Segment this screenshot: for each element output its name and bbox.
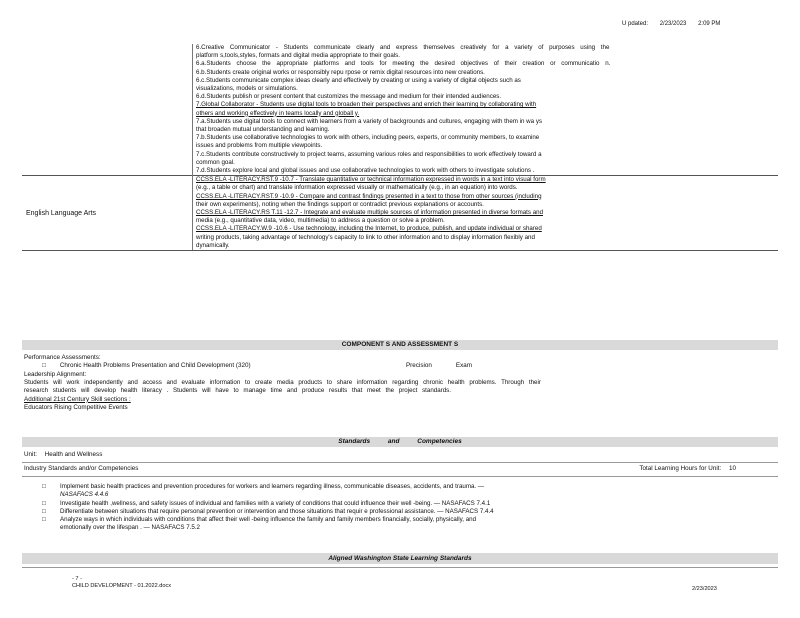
competency-text xyxy=(60,516,774,533)
divider xyxy=(22,462,778,463)
updated-label: U pdated: xyxy=(622,21,649,27)
competency-line: Analyze ways in which individuals with conditions that affect their well -being influence the family and family members financially, socially, physically, and xyxy=(60,516,477,524)
checkbox-icon: □ xyxy=(42,507,46,515)
total-hours-value: 10 xyxy=(728,465,736,472)
standards-competencies-bar xyxy=(22,437,778,447)
iste-line: common goal. xyxy=(196,158,235,166)
iste-line: others and working effectively in teams locally and globall y. xyxy=(196,109,360,117)
ccss-standards xyxy=(193,176,779,251)
competency-text xyxy=(60,483,774,500)
list-item xyxy=(24,483,774,500)
updated-stamp xyxy=(622,21,730,27)
leadership-line: Students will work independently and access and evaluate information to create media products to share information regarding chronic health problems. Through their xyxy=(24,379,541,387)
list-item xyxy=(24,516,774,533)
footer xyxy=(72,576,712,590)
divider xyxy=(22,567,778,568)
list-item xyxy=(24,508,774,516)
iste-standards xyxy=(193,44,779,176)
iste-line: platform s,tools,styles, formats and digital media appropriate to their goals. xyxy=(196,52,400,60)
aligned-standards-bar: Aligned Washington State Learning Standards xyxy=(22,553,778,564)
iste-line: 6.c.Students communicate complex ideas clearly and effectively by creating or using a variety of digital objects such as xyxy=(196,76,521,84)
performance-item xyxy=(24,362,472,370)
subject-cell-empty xyxy=(22,44,193,176)
ccss-line: CCSS.ELA -LITERACY.W.9 -10.6 - Use technology, including the Internet, to produce, publish, and update individual or shared xyxy=(196,225,542,233)
leadership-line: research students will develop health literacy . Students will have to manage time and produce results that meet the project standards. xyxy=(24,387,451,395)
ccss-line: dynamically. xyxy=(196,241,230,249)
ccss-line: writing products, taking advantage of technology's capacity to link to other information and to display information flexibly and xyxy=(196,233,535,241)
standards-table xyxy=(22,44,778,251)
educators-rising: Educators Rising Competitive Events xyxy=(24,404,128,412)
footer-date: 2/23/2023 xyxy=(692,586,717,592)
iste-line: visualizations, models or simulations. xyxy=(196,85,298,93)
industry-row xyxy=(24,465,776,473)
iste-line: 7.c.Students contribute constructively to project teams, assuming various roles and responsibilities to work effectively toward a xyxy=(196,150,542,158)
iste-line: 6.a.Students choose the appropriate platforms and tools for meeting the desired objectives of their creation or communicatio n. xyxy=(196,60,611,68)
ccss-line: CCSS.ELA -LITERACY.RST.9 -10.7 - Translate quantitative or technical information expressed in words in a text into visual form xyxy=(196,176,546,184)
bar-word: and xyxy=(387,438,400,445)
iste-line: 7.d.Students explore local and global issues and use collaborative technologies to work with others to investigate solutions . xyxy=(196,167,535,175)
competency-list xyxy=(24,483,774,533)
leadership-label: Leadership Alignment: xyxy=(24,370,87,378)
additional-skills-label: Additional 21st Century Skill sections : xyxy=(24,395,131,403)
performance-item-text: Chronic Health Problems Presentation and Child Development (320) xyxy=(59,362,251,370)
ccss-row xyxy=(22,176,778,251)
ccss-line: (e.g., a table or chart) and translate information expressed visually or mathematically (e.g., in an equation) into words. xyxy=(196,184,518,192)
checkbox-icon: □ xyxy=(42,483,46,490)
competency-line: Implement basic health practices and prevention procedures for workers and learners regarding illness, communicable diseases, accidents, and trauma. — xyxy=(60,483,485,490)
unit-label: Unit: xyxy=(24,451,37,458)
performance-exam: Exam xyxy=(455,362,472,370)
industry-label: Industry Standards and/or Competencies xyxy=(24,465,139,472)
ccss-line: CCSS.ELA -LITERACY.RS T.11 -12.7 - Integrate and evaluate multiple sources of information presented in diverse formats and xyxy=(196,209,544,217)
unit-name: Health and Wellness xyxy=(44,451,103,458)
checkbox-icon: □ xyxy=(42,362,46,370)
page-number: - 7 - xyxy=(72,576,82,582)
performance-section xyxy=(24,354,776,412)
ccss-line: their own experiments), noting when the findings support or contradict previous explanations or accounts. xyxy=(196,200,484,208)
bar-word: Standards xyxy=(338,438,371,445)
ccss-line: media (e.g., quantitative data, video, multimedia) to address a question or solve a problem. xyxy=(196,217,445,225)
performance-precision: Precision xyxy=(405,362,432,370)
competency-ref: NASAFACS 4.4.6 xyxy=(60,491,109,499)
iste-line: 6.Creative Communicator - Students communicate clearly and express themselves creatively for a variety of purposes using the xyxy=(196,44,610,51)
iste-line: 7.a.Students use digital tools to connect with learners from a variety of backgrounds and cultures, engaging with them in wa ys xyxy=(196,117,543,125)
competency-text: Differentiate between situations that require personal prevention or intervention and those situations that requir e professional assistance. — NASAFACS 7.4.4 xyxy=(60,507,494,515)
iste-line: 7.Global Collaborator - Students use digital tools to broaden their perspectives and enrich their learning by collaborating with xyxy=(196,101,537,109)
competency-text: Investigate health ,wellness, and safety issues of individual and families with a variety of conditions that could influence their well -being. — NASAFACS 7.4.1 xyxy=(60,499,491,507)
ccss-line: CCSS.ELA -LITERACY.RST.9 -10.9 - Compare and contrast findings presented in a text to those from other sources (including xyxy=(196,192,542,200)
components-heading-bar: COMPONENT S AND ASSESSMENT S xyxy=(22,340,778,350)
divider xyxy=(22,476,778,477)
list-item xyxy=(24,500,774,508)
updated-date: 2/23/2023 xyxy=(659,21,687,27)
total-hours-label: Total Learning Hours for Unit: xyxy=(639,465,722,472)
performance-label: Performance Assessments: xyxy=(24,354,101,361)
iste-line: that broaden mutual understanding and learning. xyxy=(196,126,330,134)
checkbox-icon: □ xyxy=(42,499,46,507)
subject-cell: English Language Arts xyxy=(22,176,193,251)
iste-line: 7.b.Students use collaborative technologies to work with others, including peers, experts, or community members, to examine xyxy=(196,134,540,142)
doc-name: CHILD DEVELOPMENT - 01.2022.docx xyxy=(72,583,172,589)
iste-line: issues and problems from multiple viewpoints. xyxy=(196,142,323,150)
unit-line xyxy=(24,451,776,459)
updated-time: 2:09 PM xyxy=(698,21,721,27)
total-hours xyxy=(639,465,776,473)
bar-word: Competencies xyxy=(417,438,462,445)
competency-ref: emotionally over the lifespan . — NASAFACS 7.5.2 xyxy=(60,524,200,532)
iste-line: 6.b.Students create original works or responsibly repu rpose or remix digital resources into new creations. xyxy=(196,68,485,76)
iste-line: 6.d.Students publish or present content that customizes the message and medium for their intended audiences. xyxy=(196,93,502,101)
checkbox-icon: □ xyxy=(42,516,46,524)
unit-section xyxy=(24,451,776,459)
iste-row xyxy=(22,44,778,176)
